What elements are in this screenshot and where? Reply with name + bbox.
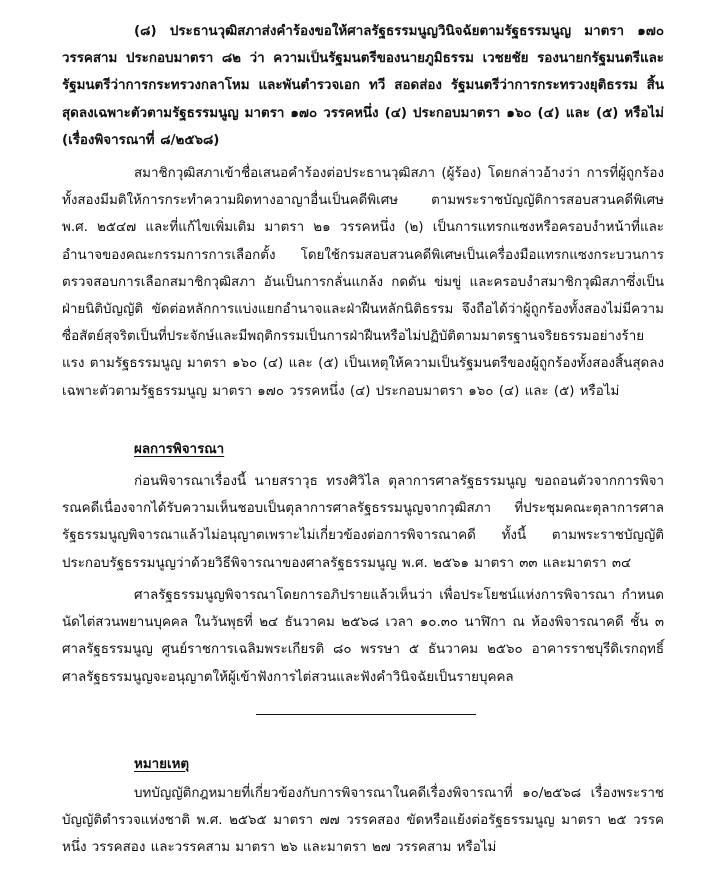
result-heading: ผลการพิจารณา bbox=[134, 442, 225, 457]
case-item-paragraph: (๘) ประธานวุฒิสภาส่งคำร้องขอให้ศาลรัฐธรรมนูญวินิจฉัยตามรัฐธรรมนูญ มาตรา ๑๗๐ วรรคสาม ประกอบมาตรา ๘๒ ว่า ความเป็นรัฐมนตรีของนายภูมิธรรม เวชยชัย รองนายกรัฐมนตรีและรัฐมนตรีว่าการกระทรวงกลาโหม และพันตำรวจเอก ทวี สอดส่อง รัฐมนตรีว่าการกระทรวงยุติธรรม สิ้นสุดลงเฉพาะตัวตามรัฐธรรมนูญ มาตรา ๑๗๐ วรรคหนึ่ง (๔) ประกอบมาตรา ๑๖๐ (๔) และ (๕) หรือไม่ (เรื่องพิจารณาที่ ๘/๒๕๖๘) bbox=[62, 24, 664, 148]
note-paragraph: บทบัญญัติกฎหมายที่เกี่ยวข้องกับการพิจารณาในคดีเรื่องพิจารณาที่ ๑๐/๒๕๖๘ เรื่องพระราชบัญญัติตำรวจแห่งชาติ พ.ศ. ๒๕๖๕ มาตรา ๗๗ วรรคสอง ขัดหรือแย้งต่อรัฐธรรมนูญ มาตรา ๒๕ วรรคหนึ่ง วรรคสอง และวรรคสาม มาตรา ๒๖ และมาตรา ๒๗ วรรคสาม หรือไม่ bbox=[62, 786, 664, 856]
section-divider bbox=[256, 714, 476, 715]
note-heading: หมายเหตุ bbox=[134, 757, 190, 772]
petition-summary-paragraph: สมาชิกวุฒิสภาเข้าชื่อเสนอคำร้องต่อประธานวุฒิสภา (ผู้ร้อง) โดยกล่าวอ้างว่า การที่ผู้ถูกร้องทั้งสองมีมติให้การกระทำความผิดทางอาญาอื่นเป็นคดีพิเศษ ตามพระราชบัญญัติการสอบสวนคดีพิเศษ พ.ศ. ๒๕๔๗ และที่แก้ไขเพิ่มเติม มาตรา ๒๑ วรรคหนึ่ง (๒) เป็นการแทรกแซงหรือครอบงำหน้าที่และอำนาจของคณะกรรมการการเลือกตั้ง โดยใช้กรมสอบสวนคดีพิเศษเป็นเครื่องมือแทรกแซงกระบวนการตรวจสอบการเลือกสมาชิกวุฒิสภา อันเป็นการกลั่นแกล้ง กดดัน ข่มขู่ และครอบงำสมาชิกวุฒิสภาซึ่งเป็นฝ่ายนิติบัญญัติ ขัดต่อหลักการแบ่งแยกอำนาจและฝ่าฝืนหลักนิติธรรม จึงถือได้ว่าผู้ถูกร้องทั้งสองไม่มีความซื่อสัตย์สุจริตเป็นที่ประจักษ์และมีพฤติกรรมเป็นการฝ่าฝืนหรือไม่ปฏิบัติตามมาตรฐานจริยธรรมอย่างร้ายแรง ตามรัฐธรรมนูญ มาตรา ๑๖๐ (๔) และ (๕) เป็นเหตุให้ความเป็นรัฐมนตรีของผู้ถูกร้องทั้งสองสิ้นสุดลงเฉพาะตัวตามรัฐธรรมนูญ มาตรา ๑๗๐ วรรคหนึ่ง (๔) ประกอบมาตรา ๑๖๐ (๔) และ (๕) หรือไม่ bbox=[62, 166, 664, 399]
result-paragraph-withdrawal: ก่อนพิจารณาเรื่องนี้ นายสราวุธ ทรงศิวิไล ตุลาการศาลรัฐธรรมนูญ ขอถอนตัวจากการพิจารณคดีเนื่องจากได้รับความเห็นชอบเป็นตุลาการศาลรัฐธรรมนูญจากวุฒิสภา ที่ประชุมคณะตุลาการศาลรัฐธรรมนูญพิจารณาแล้วไม่อนุญาตเพราะไม่เกี่ยวข้องต่อการพิจารณาคดี ทั้งนี้ ตามพระราชบัญญัติประกอบรัฐธรรมนูญว่าด้วยวิธีพิจารณาของศาลรัฐธรรมนูญ พ.ศ. ๒๕๖๑ มาตรา ๓๓ และมาตรา ๓๔ bbox=[62, 474, 664, 571]
result-paragraph-hearing: ศาลรัฐธรรมนูญพิจารณาโดยการอภิปรายแล้วเห็นว่า เพื่อประโยชน์แห่งการพิจารณา กำหนดนัดไต่สวนพยานบุคคล ในวันพุธที่ ๒๔ ธันวาคม ๒๕๖๘ เวลา ๑๐.๓๐ นาฬิกา ณ ห้องพิจารณาคดี ชั้น ๓ ศาลรัฐธรรมนูญ ศูนย์ราชการเฉลิมพระเกียรติ ๘๐ พรรษา ๕ ธันวาคม ๒๕๖๐ อาคารราชบุรีดิเรกฤทธิ์ ศาลรัฐธรรมนูญจะอนุญาตให้ผู้เข้าฟังการไต่สวนและฟังคำวินิจฉัยเป็นรายบุคคล bbox=[62, 588, 664, 685]
